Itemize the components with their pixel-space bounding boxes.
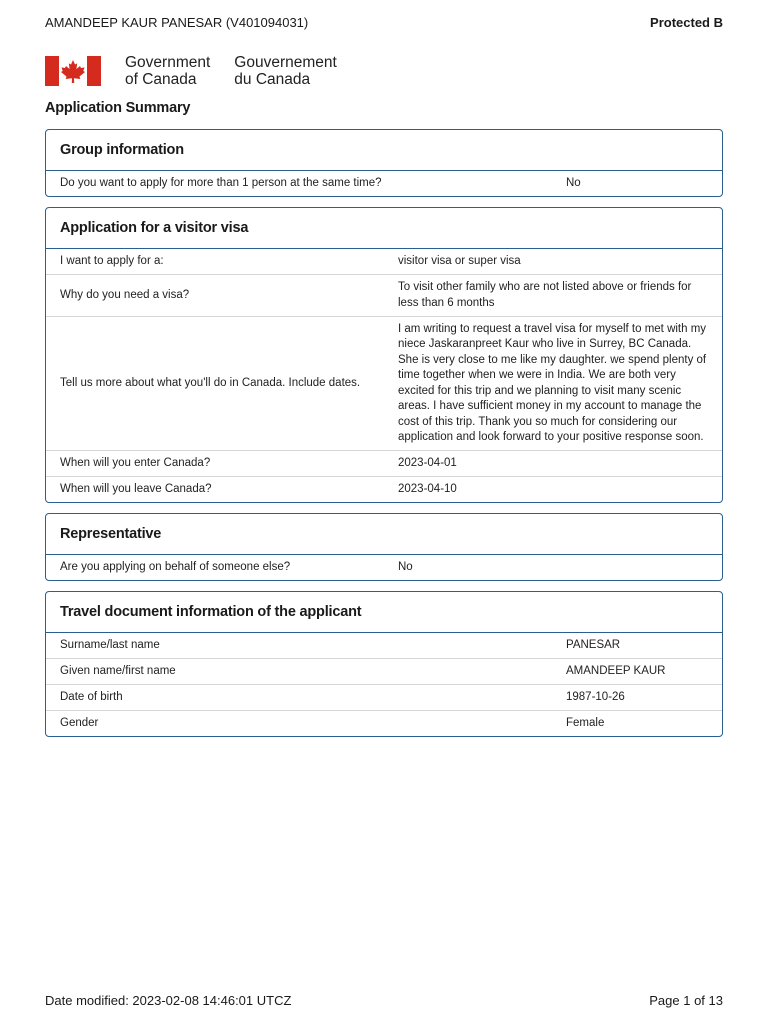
answer-cell: PANESAR xyxy=(566,638,621,651)
table-row xyxy=(46,316,722,450)
table-row xyxy=(46,555,722,580)
section-heading: Group information xyxy=(46,130,722,171)
answer-cell: No xyxy=(398,560,413,573)
answer-cell: To visit other family who are not listed above or friends for less than 6 months xyxy=(398,281,692,309)
question-cell: Why do you need a visa? xyxy=(60,288,190,301)
table-row xyxy=(46,450,722,476)
table-row xyxy=(46,274,722,316)
wordmark-fr-line1: Gouvernement xyxy=(234,54,337,71)
government-wordmark-en xyxy=(125,54,210,88)
question-cell: Surname/last name xyxy=(60,638,160,651)
page-number: Page 1 of 13 xyxy=(649,993,723,1008)
table-row xyxy=(46,476,722,502)
section-heading: Representative xyxy=(46,514,722,555)
table-row xyxy=(46,684,722,710)
table-row xyxy=(46,171,722,196)
question-cell: Do you want to apply for more than 1 person at the same time? xyxy=(60,176,382,189)
classification-label: Protected B xyxy=(650,15,723,30)
group-information-section xyxy=(45,129,723,197)
wordmark-en-line2: of Canada xyxy=(125,71,197,88)
answer-cell: 2023-04-10 xyxy=(398,482,457,495)
table-row xyxy=(46,658,722,684)
visitor-visa-section xyxy=(45,207,723,503)
table-row xyxy=(46,710,722,736)
question-cell: Gender xyxy=(60,716,99,729)
answer-cell: visitor visa or super visa xyxy=(398,254,521,267)
travel-document-section xyxy=(45,591,723,737)
canada-flag-icon xyxy=(45,56,101,86)
document-header xyxy=(45,15,723,30)
answer-cell: I am writing to request a travel visa for myself to met with my niece Jaskaranpreet Kaur who live in Surrey, BC Canada. She is very close to me like my daughter. we spend plenty of time together when we were in India. We are both very excited for this trip and we planning to visit many scenic areas. I have sufficient money in my account to manage the cost of this trip. Thank you so much for considering our application and look forward to your positive response soon. xyxy=(398,322,707,443)
section-heading: Travel document information of the applicant xyxy=(46,592,722,633)
government-signature xyxy=(45,54,337,88)
applicant-id-line: AMANDEEP KAUR PANESAR (V401094031) xyxy=(45,15,309,30)
question-cell: Date of birth xyxy=(60,690,123,703)
answer-cell: No xyxy=(566,176,581,189)
table-row xyxy=(46,633,722,658)
page-title: Application Summary xyxy=(45,100,191,116)
answer-cell: AMANDEEP KAUR xyxy=(566,664,666,677)
table-row xyxy=(46,249,722,274)
wordmark-en-line1: Government xyxy=(125,54,211,71)
answer-cell: Female xyxy=(566,716,605,729)
representative-section xyxy=(45,513,723,581)
document-footer xyxy=(45,993,723,1008)
question-cell: I want to apply for a: xyxy=(60,254,164,267)
question-cell: Are you applying on behalf of someone else? xyxy=(60,560,291,573)
section-heading: Application for a visitor visa xyxy=(46,208,722,249)
wordmark-fr-line2: du Canada xyxy=(234,71,311,88)
answer-cell: 2023-04-01 xyxy=(398,456,457,469)
question-cell: Given name/first name xyxy=(60,664,176,677)
date-modified: Date modified: 2023-02-08 14:46:01 UTCZ xyxy=(45,993,292,1008)
question-cell: When will you leave Canada? xyxy=(60,482,212,495)
government-wordmark-fr xyxy=(234,54,337,88)
question-cell: When will you enter Canada? xyxy=(60,456,211,469)
question-cell: Tell us more about what you'll do in Canada. Include dates. xyxy=(60,376,361,389)
answer-cell: 1987-10-26 xyxy=(566,690,625,703)
